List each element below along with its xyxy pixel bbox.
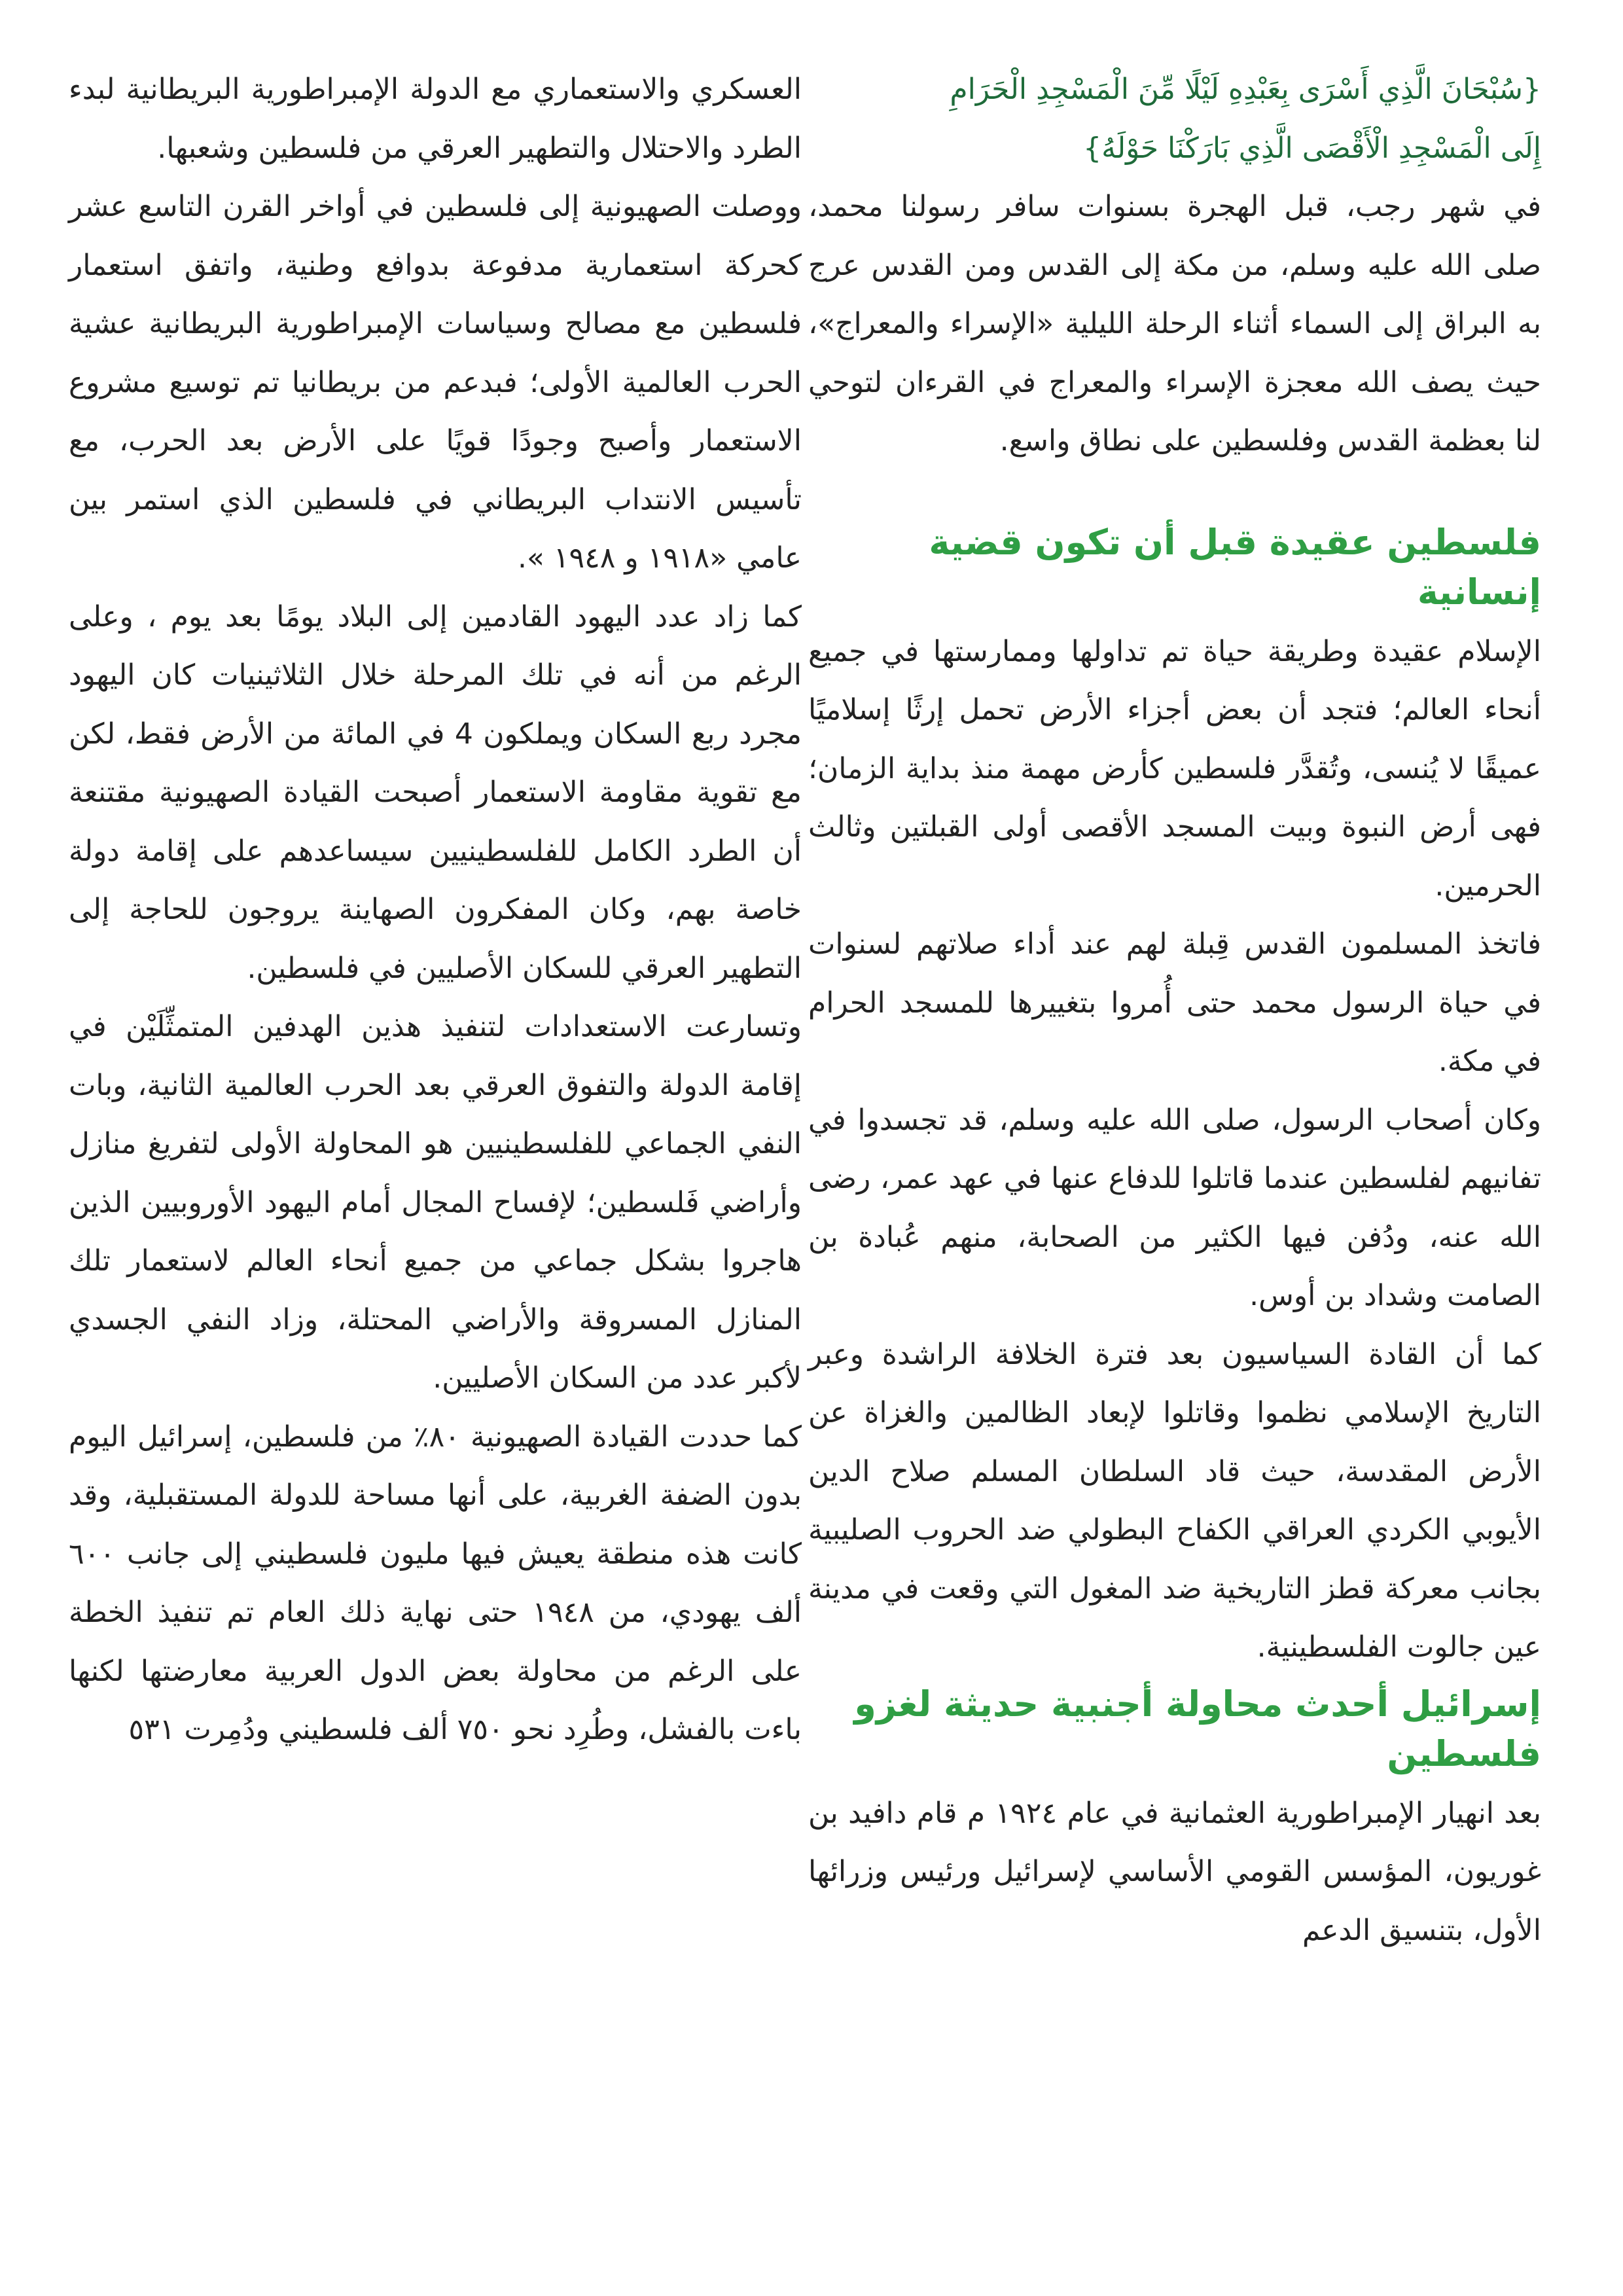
paragraph-sahaba: وكان أصحاب الرسول، صلى الله عليه وسلم، قد تجسدوا في تفانيهم لفلسطين عندما قاتلوا للدفاع عنها في عهد عمر، رضى الله عنه، ودُفن فيها الكثير من الصحابة، منهم عُبادة بن الصامت وشداد بن أوس. bbox=[808, 1103, 1541, 1312]
paragraph-islam-aqida: الإسلام عقيدة وطريقة حياة تم تداولها وممارستها في جميع أنحاء العالم؛ فتجد أن بعض أجزاء الأرض تحمل إرثًا إسلاميًا عميقًا لا يُنسى، وتُقدَّر فلسطين كأرض مهمة منذ بداية الزمان؛ فهى أرض النبوة وبيت المسجد الأقصى أولى القبلتين وثالث الحرمين. bbox=[808, 634, 1541, 903]
left-column bbox=[69, 60, 802, 1759]
paragraph-zionism: ووصلت الصهيونية إلى فلسطين في أواخر القرن التاسع عشر كحركة استعمارية مدفوعة بدوافع وطنية، واتفق استعمار فلسطين مع مصالح وسياسات الإمبراطورية البريطانية عشية الحرب العالمية الأولى؛ فبدعم من بريطانيا تم توسيع مشروع الاستعمار وأصبح وجودًا قويًا على الأرض بعد الحرب، مع تأسيس الانتداب البريطاني في فلسطين الذي استمر بين عامي «١٩١٨ و ١٩٤٨ ». bbox=[69, 190, 802, 575]
section-heading-israel: إسرائيل أحدث محاولة أجنبية حديثة لغزو فلسطين bbox=[854, 1683, 1541, 1774]
quran-verse-line-2: إِلَى الْمَسْجِدِ الْأَقْصَى الَّذِي بَارَكْنَا حَوْلَهُ} bbox=[1083, 131, 1541, 165]
quran-verse-line-1: {سُبْحَانَ الَّذِي أَسْرَى بِعَبْدِهِ لَيْلًا مِّنَ الْمَسْجِدِ الْحَرَامِ bbox=[950, 73, 1541, 106]
paragraph-jews-arrival: كما زاد عدد اليهود القادمين إلى البلاد يومًا بعد يوم ، وعلى الرغم من أنه في تلك المرحلة خلال الثلاثينيات كان اليهود مجرد ربع السكان ويملكون 4 في المائة من الأرض فقط، لكن مع تقوية مقاومة الاستعمار أصبحت القيادة الصهيونية مقتنعة أن الطرد الكامل للفلسطينيين سيساعدهم على إقامة دولة خاصة بهم، وكان المفكرون الصهاينة يروجون للحاجة إلى التطهير العرقي للسكان الأصليين في فلسطين. bbox=[69, 600, 802, 985]
paragraph-qibla: فاتخذ المسلمون القدس قِبلة لهم عند أداء صلاتهم لسنوات في حياة الرسول محمد حتى أُمروا بتغييرها للمسجد الحرام في مكة. bbox=[808, 927, 1541, 1078]
paragraph-continuation: العسكري والاستعماري مع الدولة الإمبراطورية البريطانية لبدء الطرد والاحتلال والتطهير العرقي من فلسطين وشعبها. bbox=[69, 73, 802, 165]
right-column bbox=[808, 60, 1541, 1960]
paragraph-leaders: كما أن القادة السياسيون بعد فترة الخلافة الراشدة وعبر التاريخ الإسلامي نظموا وقاتلوا لإبعاد الظالمين والغزاة عن الأرض المقدسة، حيث قاد السلطان المسلم صلاح الدين الأيوبي الكردي العراقي الكفاح البطولي ضد الحروب الصليبية بجانب معركة قطز التاريخية ضد المغول التي وقعت في مدينة عين جالوت الفلسطينية. bbox=[808, 1337, 1541, 1664]
paragraph-isra-miraj: في شهر رجب، قبل الهجرة بسنوات سافر رسولنا محمد، صلى الله عليه وسلم، من مكة إلى القدس ومن القدس عرج به البراق إلى السماء أثناء الرحلة الليلية «الإسراء والمعراج»، حيث يصف الله معجزة الإسراء والمعراج في القرءان لتوحي لنا بعظمة القدس وفلسطين على نطاق واسع. bbox=[808, 190, 1541, 457]
paragraph-ottoman: بعد انهيار الإمبراطورية العثمانية في عام ١٩٢٤ م قام دافيد بن غوريون، المؤسس القومي الأساسي لإسرائيل ورئيس وزرائها الأول، بتنسيق الدعم bbox=[808, 1796, 1541, 1947]
paragraph-preparations: وتسارعت الاستعدادات لتنفيذ هذين الهدفين المتمثِّلَيْن في إقامة الدولة والتفوق العرقي بعد الحرب العالمية الثانية، وبات النفي الجماعي للفلسطينيين هو المحاولة الأولى لتفريغ منازل وأراضي فَلسطين؛ لإفساح المجال أمام اليهود الأوروبيين الذين هاجروا بشكل جماعي من جميع أنحاء العالم لاستعمار تلك المنازل المسروقة والأراضي المحتلة، وزاد النفي الجسدي لأكبر عدد من السكان الأصليين. bbox=[69, 1010, 802, 1395]
paragraph-eighty-percent: كما حددت القيادة الصهيونية ٨٠٪ من فلسطين، إسرائيل اليوم بدون الضفة الغربية، على أنها مساحة للدولة المستقبلية، وقد كانت هذه منطقة يعيش فيها مليون فلسطيني إلى جانب ٦٠٠ ألف يهودي، من ١٩٤٨ حتى نهاية ذلك العام تم تنفيذ الخطة على الرغم من محاولة بعض الدول العربية معارضتها لكنها باءت بالفشل، وطُرِد نحو ٧٥٠ ألف فلسطيني ودُمِرت ٥٣١ bbox=[69, 1420, 802, 1746]
section-heading-aqida: فلسطين عقيدة قبل أن تكون قضية إنسانية bbox=[929, 521, 1541, 613]
